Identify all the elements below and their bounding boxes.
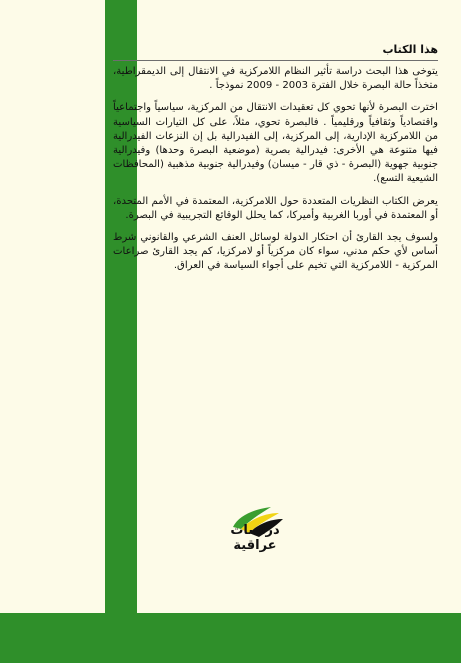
blurb-paragraph-2: اخترت البصرة لأنها تحوي كل تعقيدات الانتقال من المركزية، سياسياً واجتماعياً واقتصادياً وثقافياً ورقليمياً . فالبصرة تحوي، مثلاً، على كل التيارات السياسية من اللامركزية الإدارية، إلى المركزية، إلى الفيدرالية بل إن النزعات الفيدرالية فيها متنوعة هي الأخرى: فيدرالية بصرية (موضعية البصرة وحدها) وفيدرالية جنوبية جهوية (البصرة - ذي قار - ميسان) وفيدرالية جنوبية مذهبية (المحافظات الشيعية التسع). <box>113 102 438 185</box>
blurb-paragraph-1: يتوخى هذا البحث دراسة تأثير النظام اللامركزية في الانتقال إلى الديمقراطية، متخذاً حالة البصرة خلال الفترة 2003 - 2009 نموذجاً . <box>113 66 438 92</box>
publisher-name-line-2: عراقية <box>233 538 277 553</box>
green-bottom-band <box>0 613 461 663</box>
publisher-name <box>229 523 281 553</box>
blurb-paragraph-3: يعرض الكتاب النظريات المتعددة حول اللامركزية، المعتمدة في الأمم المتحدة، أو المعتمدة في أوربا الغربية وأميركا، كما يحلل الوقائع التجريبية في البصرة. <box>113 195 438 221</box>
blurb-paragraph-4: ولسوف يجد القارئ أن احتكار الدولة لوسائل العنف الشرعي والقانوني شرط أساس لأي حكم مدني، سواء كان مركزياً أو لامركزيا، كم يجد القارئ صراعات المركزية - اللامركزية التي تخيم على أجواء السياسة في العراق. <box>113 232 438 272</box>
heading-divider <box>113 60 438 61</box>
blurb <box>113 43 438 282</box>
publisher-logo <box>225 505 297 567</box>
blurb-heading: هذا الكتاب <box>382 43 438 56</box>
publisher-name-line-1: دراسات <box>230 523 280 538</box>
